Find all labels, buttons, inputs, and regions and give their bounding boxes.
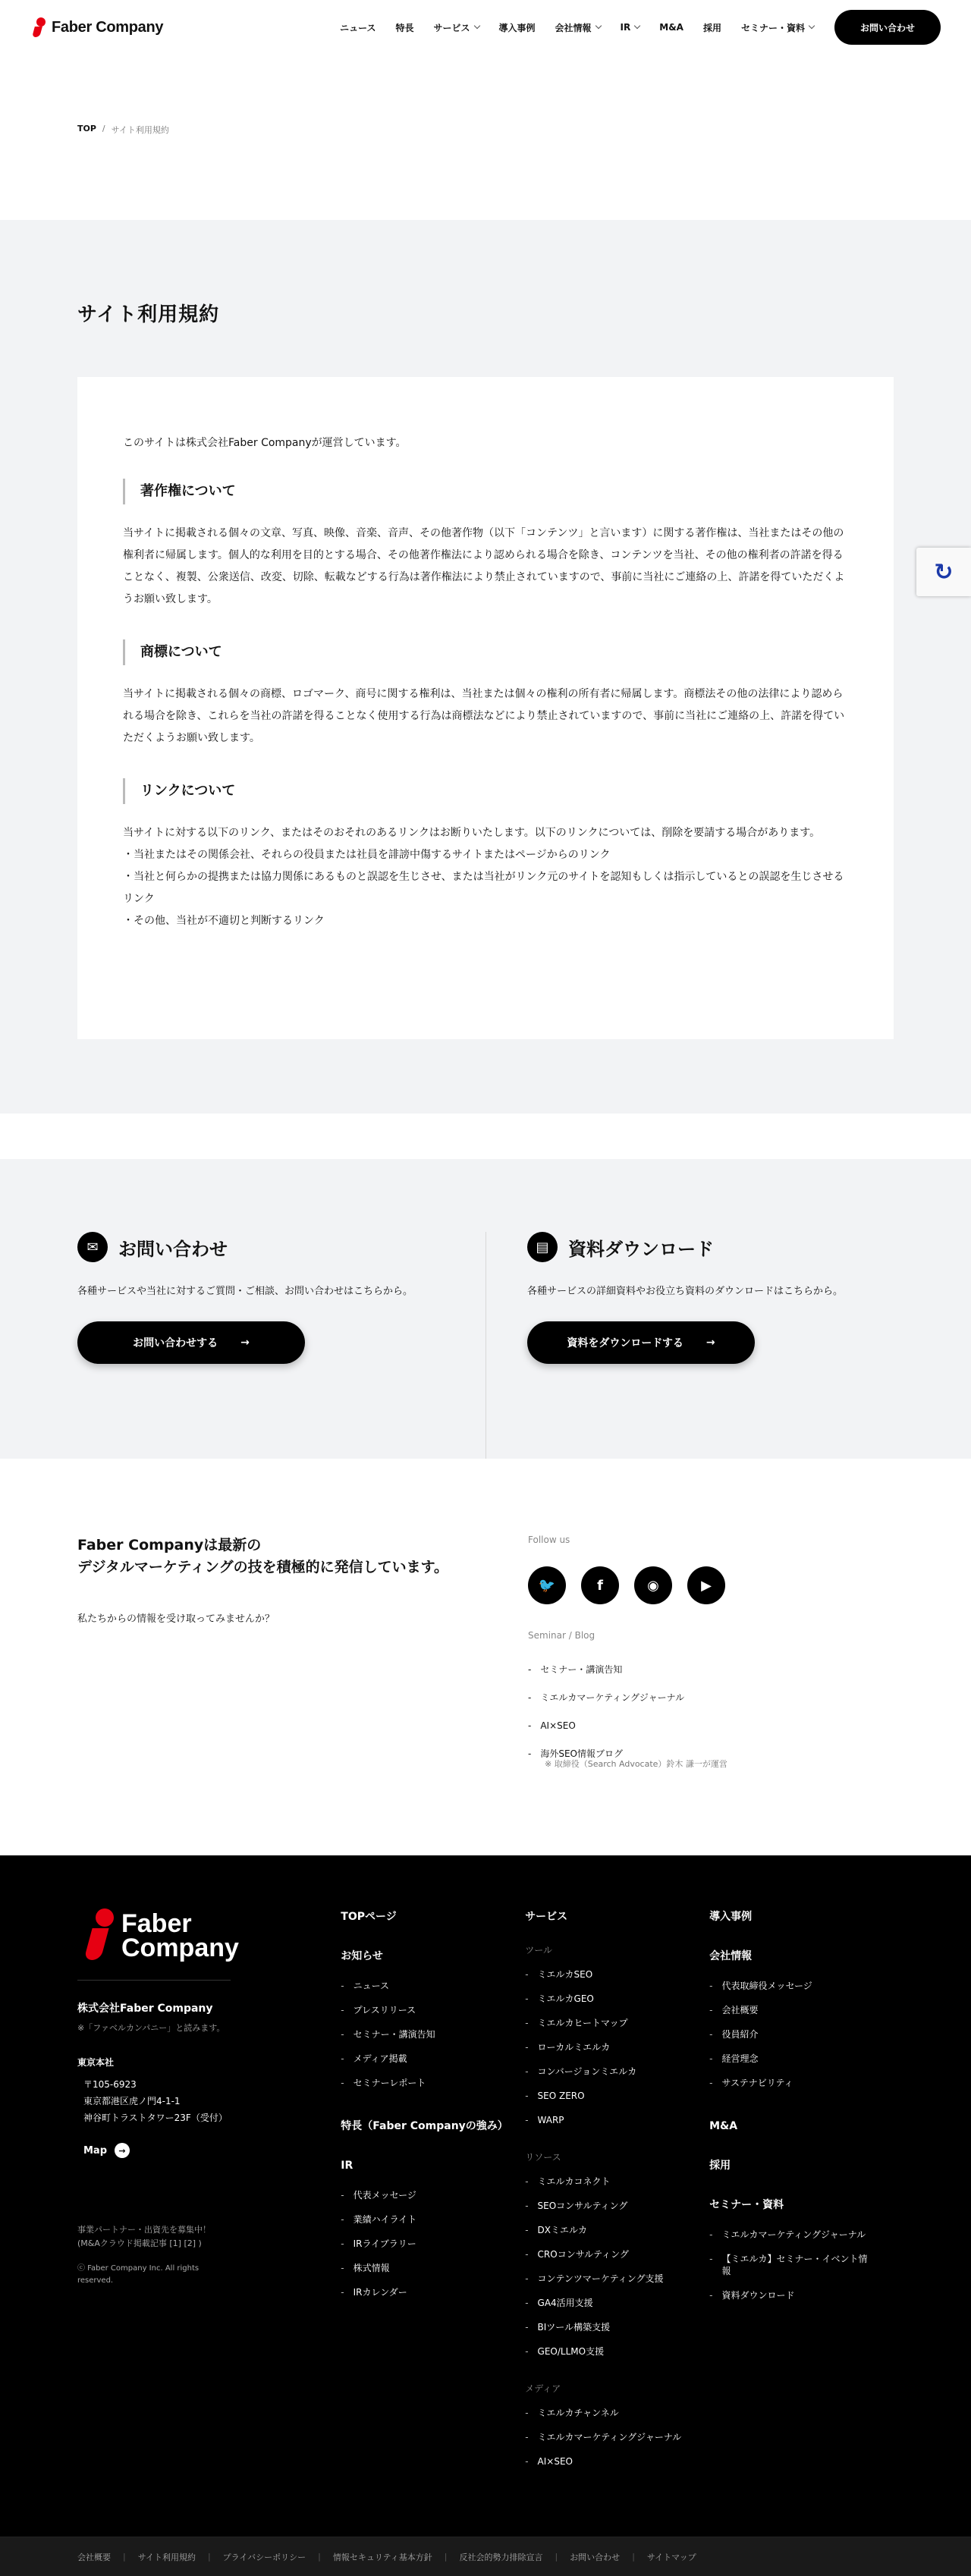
footer-col-1 — [341, 1908, 525, 2474]
footer-bottom-link[interactable]: サイトマップ — [646, 2552, 696, 2562]
address-line: 〒105-6923 — [83, 2079, 137, 2090]
footer-link[interactable]: - 【ミエルカ】セミナー・イベント情報 — [709, 2247, 869, 2283]
arrow-right-icon: → — [705, 1337, 715, 1349]
footer-link[interactable]: - ローカルミエルカ — [525, 2035, 684, 2059]
footer-copyright: ⓒ Faber Company Inc. All rights reserved. — [77, 2264, 200, 2285]
terms-section — [0, 220, 971, 1114]
footer-link-list — [341, 1974, 525, 2095]
address-line: 東京都港区虎ノ門4-1-1 — [83, 2096, 181, 2106]
footer-heading[interactable]: TOPページ — [341, 1911, 397, 1923]
nav-item-label: IR — [620, 22, 631, 33]
footer-col-3 — [709, 1908, 894, 2474]
footer-link[interactable]: - CROコンサルティング — [525, 2242, 684, 2267]
footer-bottom-links — [0, 2537, 971, 2576]
download-title: 資料ダウンロード — [568, 1238, 714, 1260]
footer-link[interactable]: - コンバージョンミエルカ — [525, 2059, 684, 2084]
footer-link[interactable]: - セミナー・講演告知 — [341, 2022, 500, 2047]
page-title: サイト利用規約 — [77, 303, 220, 326]
arrow-right-icon: → — [115, 2143, 130, 2158]
footer-link[interactable]: - ミエルカコネクト — [525, 2169, 684, 2194]
address-line: 神谷町トラストタワー23F（受付） — [83, 2113, 228, 2123]
inquiry-button[interactable] — [77, 1321, 305, 1364]
footer-link[interactable]: - IRカレンダー — [341, 2280, 500, 2304]
nav-item[interactable] — [385, 21, 423, 34]
nav-item-label: 特長 — [395, 22, 414, 33]
nav-item-label: セミナー・資料 — [740, 22, 805, 33]
blog-link[interactable]: - ミエルカマーケティングジャーナル — [528, 1684, 727, 1712]
footer-col-2 — [525, 1908, 709, 2474]
footer-link[interactable]: - ニュース — [341, 1974, 500, 1998]
section-paragraph: ・当社またはその関係会社、それらの役員または社員を誹謗中傷するサイトまたはページからのリンク — [123, 849, 611, 861]
footer-link-list — [525, 2401, 709, 2474]
blog-link[interactable]: - 海外SEO情報ブログ — [528, 1740, 727, 1768]
footer-link[interactable]: - 代表取締役メッセージ — [709, 1974, 869, 1998]
footer-heading[interactable]: お知らせ — [341, 1950, 383, 1962]
inquiry-button-label: お問い合わせする — [133, 1337, 218, 1349]
chevron-down-icon — [595, 23, 601, 29]
social-links — [528, 1566, 727, 1604]
footer-divider — [77, 1980, 231, 1981]
nav-item-label: 会社情報 — [555, 22, 592, 33]
footer-link[interactable]: - コンテンツマーケティング支援 — [525, 2267, 684, 2291]
nav-item[interactable] — [693, 21, 731, 34]
mail-icon: ✉ — [77, 1232, 108, 1262]
section-paragraph: ・その他、当社が不適切と判断するリンク — [123, 915, 325, 927]
chevron-down-icon — [473, 23, 479, 29]
download-button-label: 資料をダウンロードする — [567, 1337, 683, 1349]
footer-map-label: Map — [83, 2144, 108, 2157]
inquiry-block — [77, 1232, 486, 1459]
footer-link[interactable]: - ミエルカマーケティングジャーナル — [709, 2223, 869, 2247]
breadcrumb-top-link[interactable]: TOP — [77, 124, 96, 134]
footer-bottom-link[interactable]: 情報セキュリティ基本方針 — [332, 2552, 432, 2562]
nav-item[interactable] — [330, 21, 385, 34]
section-body — [123, 683, 848, 749]
footer-link[interactable]: - 代表メッセージ — [341, 2183, 500, 2207]
footer-hq-label: 東京本社 — [77, 2057, 115, 2068]
footer-link[interactable]: - 役員紹介 — [709, 2022, 869, 2047]
footer-bottom-link[interactable]: 反社会的勢力排除宣言 — [459, 2552, 543, 2562]
footer-link[interactable]: - GEO/LLMO支援 — [525, 2339, 684, 2364]
footer-heading[interactable]: 採用 — [709, 2160, 731, 2172]
footer-heading[interactable]: 会社情報 — [709, 1950, 753, 1962]
footer-heading[interactable]: セミナー・資料 — [709, 2199, 784, 2211]
document-icon: ▤ — [527, 1232, 558, 1262]
blog-link[interactable]: - セミナー・講演告知 — [528, 1656, 727, 1684]
footer-bottom-link[interactable]: プライバシーポリシー — [222, 2552, 306, 2562]
divider: | — [123, 2552, 126, 2562]
footer-logo[interactable] — [77, 1908, 341, 1963]
nav-item-label: ニュース — [340, 22, 376, 33]
blog-link[interactable]: - AI×SEO — [528, 1712, 727, 1740]
chevron-down-icon — [634, 23, 640, 29]
footer-link[interactable]: - ミエルカGEO — [525, 1987, 684, 2011]
arrow-right-icon: → — [240, 1337, 250, 1349]
site-logo[interactable] — [33, 17, 163, 37]
footer-bottom-link[interactable]: 会社概要 — [77, 2552, 111, 2562]
nav-item[interactable] — [489, 21, 545, 34]
footer-bottom-link[interactable]: お問い合わせ — [570, 2552, 621, 2562]
section-heading: 著作権について — [123, 479, 848, 504]
faber-logo-icon — [33, 17, 47, 37]
section-heading: リンクについて — [123, 778, 848, 804]
site-footer — [0, 1855, 971, 2576]
footer-heading[interactable]: 導入事例 — [709, 1911, 753, 1923]
recaptcha-icon: ↻ — [934, 558, 954, 586]
footer-link[interactable]: - セミナーレポート — [341, 2071, 500, 2095]
nav-item-label: 導入事例 — [498, 22, 536, 33]
nav-item[interactable] — [424, 21, 489, 34]
logo-text: Faber Company — [52, 18, 164, 36]
terms-lead: このサイトは株式会社Faber Companyが運営しています。 — [123, 437, 407, 449]
section-paragraph: 当サイトに掲載される個々の商標、ロゴマーク、商号に関する権利は、当社または個々の権利の所有者に帰属します。商標法その他の法律により認められる場合を除き、これらを当社の許諾を得ることなく使用する行為は商標法などにより禁止されていますので、事前に当社にご連絡の上、許諾を得ていただくようお願い致します。 — [123, 688, 845, 744]
download-button[interactable] — [527, 1321, 755, 1364]
footer-link[interactable]: - GA4活用支援 — [525, 2291, 684, 2315]
divider: | — [207, 2552, 211, 2562]
footer-map-link[interactable] — [77, 2143, 341, 2158]
section-paragraph: 当サイトに対する以下のリンク、またはそのおそれのあるリンクはお断りいたします。以下のリンクについては、削除を要請する場合があります。 — [123, 827, 821, 839]
footer-link[interactable]: - 経営理念 — [709, 2047, 869, 2071]
footer-logo-line2: Company — [121, 1934, 239, 1962]
footer-link-list — [709, 1974, 894, 2095]
nav-item-label: サービス — [433, 22, 470, 33]
blog-label: Seminar / Blog — [528, 1630, 595, 1641]
footer-link[interactable]: - 株式情報 — [341, 2256, 500, 2280]
footer-link-list — [341, 2183, 525, 2304]
footer-category: メディア — [525, 2383, 561, 2394]
faber-logo-icon — [86, 1908, 115, 1963]
nav-item[interactable] — [545, 21, 611, 34]
contact-section — [0, 1159, 971, 1459]
blog-list — [528, 1656, 727, 1768]
footer-link[interactable]: - AI×SEO — [525, 2449, 684, 2474]
info-title — [77, 1535, 525, 1579]
footer-link[interactable]: - SEO ZERO — [525, 2084, 684, 2108]
footer-heading[interactable]: サービス — [525, 1911, 568, 1923]
podcast-icon[interactable]: ◉ — [634, 1566, 672, 1604]
nav-item[interactable] — [611, 22, 650, 33]
section-body — [123, 523, 848, 611]
section-paragraph: ・当社と何らかの提携または協力関係にあるものと誤認を生じさせ、または当社がリンク元のサイトを認知もしくは指示しているとの誤認を生じさせるリンク — [123, 871, 844, 905]
nav-item-label: M&A — [659, 22, 683, 33]
footer-category: リソース — [525, 2152, 561, 2163]
footer-category: ツール — [525, 1945, 552, 1956]
breadcrumb — [0, 55, 971, 220]
section-heading: 商標について — [123, 639, 848, 665]
section-paragraph: 当サイトに掲載される個々の文章、写真、映像、音楽、音声、その他著作物（以下「コンテンツ」と言います）に関する著作権は、当社またはその他の権利者に帰属します。個人的な利用を目的とする場合、その他著作権法により認められる場合を除き、コンテンツを当社、その他の権利者の許諾を得ることなく、複製、公衆送信、改変、切除、転載などする行為は著作権法により禁止されていますので、事前に当社にご連絡の上、許諾を得ていただくようお願い致します。 — [123, 527, 845, 605]
global-nav — [330, 21, 824, 34]
breadcrumb-current: サイト利用規約 — [111, 125, 169, 135]
footer-heading[interactable]: M&A — [709, 2120, 738, 2132]
footer-link[interactable]: - サステナビリティ — [709, 2071, 869, 2095]
footer-link[interactable]: - ミエルカSEO — [525, 1962, 684, 1987]
footer-brand — [77, 1908, 341, 2474]
footer-link[interactable]: - BIツール構築支援 — [525, 2315, 684, 2339]
footer-company-name: 株式会社Faber Company — [77, 2003, 213, 2015]
footer-heading[interactable]: IR — [341, 2160, 354, 2172]
nav-item[interactable] — [731, 21, 824, 34]
footer-link-list — [525, 1962, 709, 2132]
footer-address — [77, 2076, 229, 2126]
footer-bottom-link[interactable]: サイト利用規約 — [137, 2552, 196, 2562]
youtube-icon[interactable]: ▶ — [687, 1566, 725, 1604]
footer-link[interactable]: - WARP — [525, 2108, 684, 2132]
footer-link[interactable]: - 会社概要 — [709, 1998, 869, 2022]
recaptcha-badge[interactable] — [916, 548, 971, 596]
download-block — [486, 1232, 894, 1459]
twitter-icon[interactable]: 🐦 — [528, 1566, 566, 1604]
footer-link[interactable]: - IRライブラリー — [341, 2232, 500, 2256]
footer-link[interactable]: - 資料ダウンロード — [709, 2283, 869, 2307]
breadcrumb-separator: / — [102, 124, 105, 134]
divider: | — [632, 2552, 635, 2562]
footer-link-list — [709, 2223, 894, 2307]
footer-company-reading: ※「ファベルカンパニー」と読みます。 — [77, 2023, 225, 2033]
inquiry-desc: 各種サービスや当社に対するご質問・ご相談、お問い合わせはこちらから。 — [77, 1286, 413, 1297]
facebook-icon[interactable]: f — [581, 1566, 619, 1604]
divider: | — [555, 2552, 558, 2562]
footer-link[interactable]: - 業績ハイライト — [341, 2207, 500, 2232]
follow-label: Follow us — [528, 1535, 570, 1545]
footer-link[interactable]: - メディア掲載 — [341, 2047, 500, 2071]
footer-link[interactable]: - DXミエルカ — [525, 2218, 684, 2242]
site-header — [0, 0, 971, 55]
chevron-down-icon — [809, 23, 815, 29]
footer-link-list — [525, 2169, 709, 2364]
divider: | — [318, 2552, 321, 2562]
footer-logo-line1: Faber — [121, 1909, 192, 1938]
info-title-line2: デジタルマーケティングの技を積極的に発信しています。 — [77, 1559, 449, 1575]
footer-notice-links[interactable]: (M&Aクラウド掲載記事 [1] [2] ) — [77, 2238, 202, 2248]
inquiry-title: お問い合わせ — [118, 1238, 228, 1260]
footer-link[interactable]: - ミエルカヒートマップ — [525, 2011, 684, 2035]
footer-link[interactable]: - ミエルカマーケティングジャーナル — [525, 2425, 684, 2449]
nav-item[interactable] — [649, 22, 693, 33]
blog-note: ※ 取締役（Search Advocate）鈴木 謙一が運営 — [545, 1759, 727, 1769]
footer-link[interactable]: - ミエルカチャンネル — [525, 2401, 684, 2425]
footer-link[interactable]: - プレスリリース — [341, 1998, 500, 2022]
header-contact-button[interactable]: お問い合わせ — [834, 10, 941, 45]
footer-link[interactable]: - SEOコンサルティング — [525, 2194, 684, 2218]
terms-content-box — [77, 377, 894, 1039]
footer-heading[interactable]: 特長（Faber Companyの強み） — [341, 2120, 508, 2132]
info-section — [0, 1459, 971, 1855]
info-subtitle: 私たちからの情報を受け取ってみませんか？ — [77, 1613, 275, 1625]
section-body — [123, 822, 848, 932]
divider: | — [444, 2552, 448, 2562]
info-title-line1: Faber Companyは最新の — [77, 1537, 262, 1553]
download-desc: 各種サービスの詳細資料やお役立ち資料のダウンロードはこちらから。 — [527, 1286, 844, 1297]
footer-notice — [77, 2223, 229, 2251]
footer-notice-text: 事業パートナー・出資先を募集中！ — [77, 2225, 211, 2235]
nav-item-label: 採用 — [702, 22, 721, 33]
